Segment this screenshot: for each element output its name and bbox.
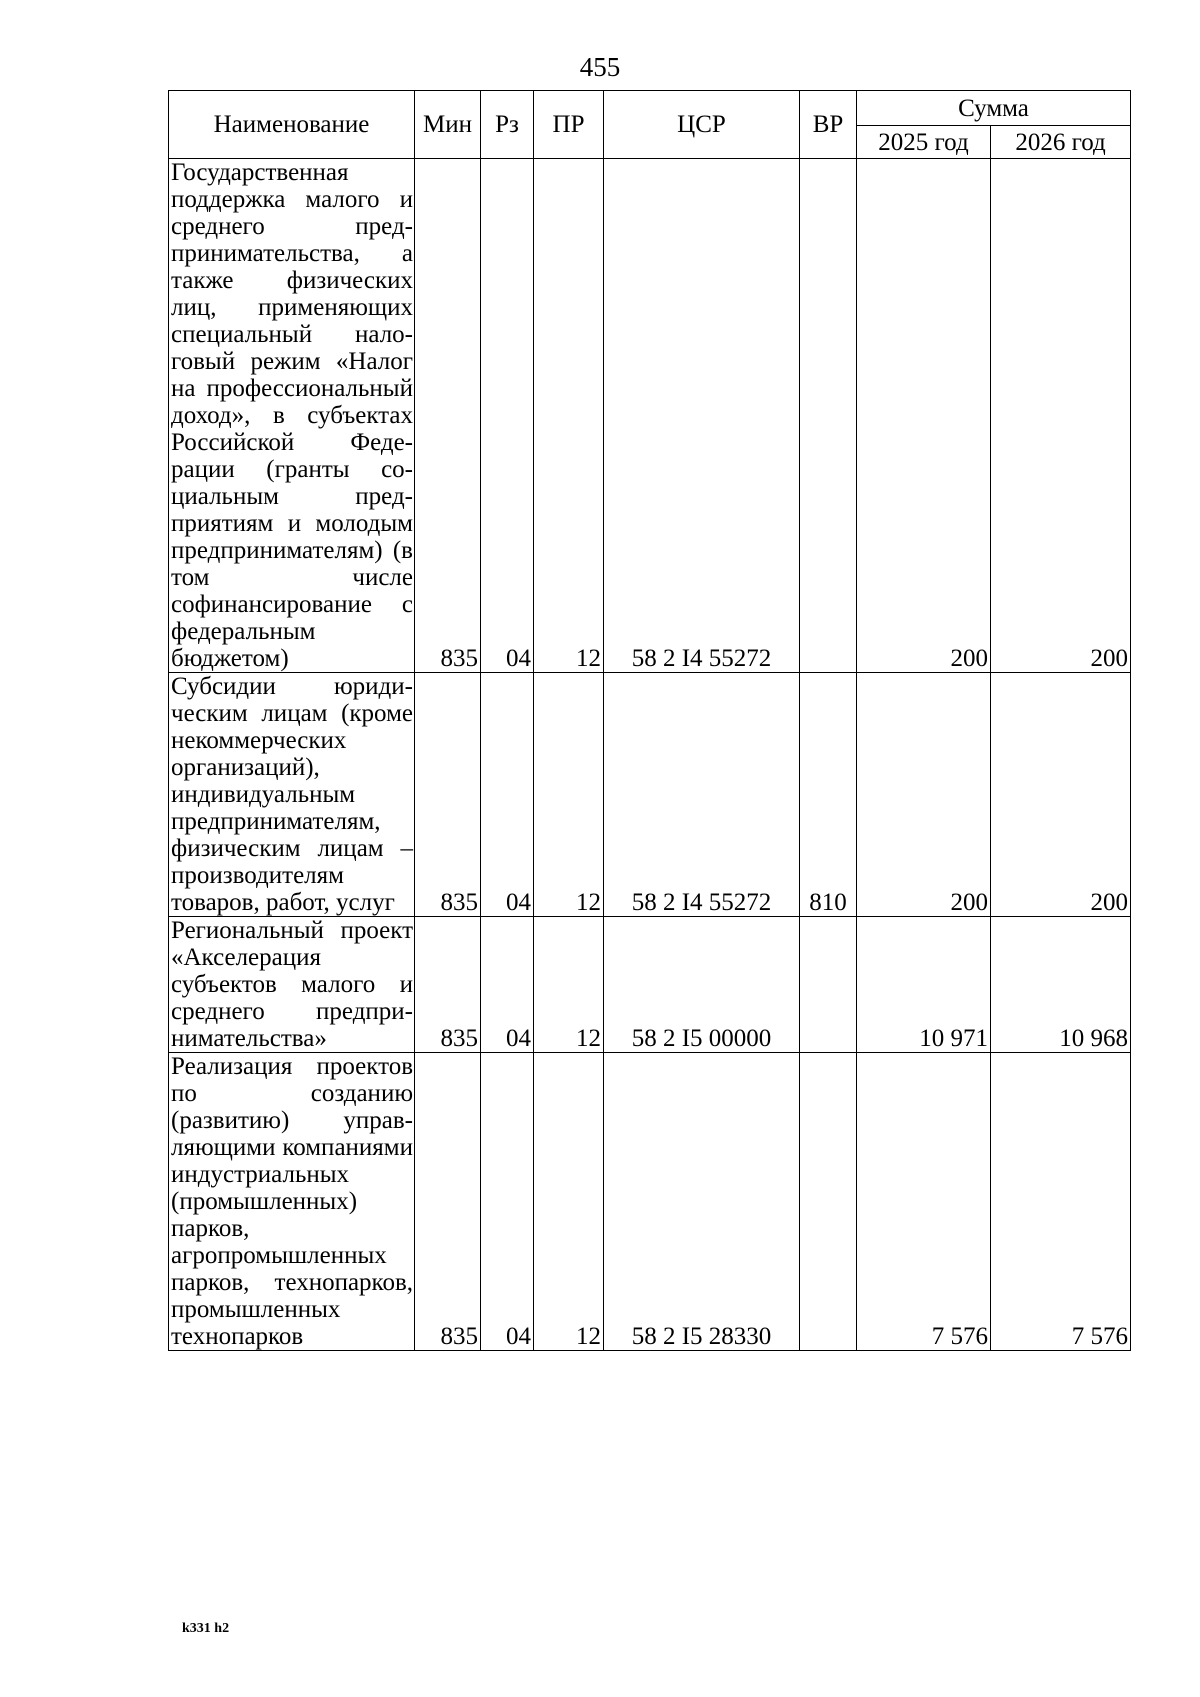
- cell-sum-2026: 200: [991, 159, 1131, 673]
- cell-pr: 12: [534, 159, 604, 673]
- cell-rz: 04: [481, 1053, 534, 1351]
- cell-sum-2025: 7 576: [857, 1053, 991, 1351]
- cell-sum-2026: 200: [991, 673, 1131, 917]
- header-min: Мин: [415, 91, 481, 159]
- cell-name: Государственная поддержка малого и среднего предпринимательства, а также физических лиц, применяющих специальный налоговый режим «Налог на профессиональный доход», в субъектах Российской Федерации (гранты социальным предприятиям и молодым предпринимателям) (в том числе софинансирование с федеральным бюджетом): [169, 159, 415, 673]
- cell-sum-2026: 7 576: [991, 1053, 1131, 1351]
- cell-pr: 12: [534, 673, 604, 917]
- cell-vr: [800, 1053, 857, 1351]
- cell-name: Реализация проектов по созданию (развитию) управляющими компаниями индустриальных (промышленных) парков, агропромышленных парков, технопарков, промышленных технопарков: [169, 1053, 415, 1351]
- cell-csr: 58 2 I5 28330: [604, 1053, 800, 1351]
- budget-table: [168, 90, 1131, 1351]
- header-vr: ВР: [800, 91, 857, 159]
- header-name: Наименование: [169, 91, 415, 159]
- cell-csr: 58 2 I5 00000: [604, 917, 800, 1053]
- header-csr: ЦСР: [604, 91, 800, 159]
- cell-sum-2025: 200: [857, 673, 991, 917]
- cell-rz: 04: [481, 159, 534, 673]
- header-pr: ПР: [534, 91, 604, 159]
- cell-min: 835: [415, 917, 481, 1053]
- cell-name: Субсидии юридическим лицам (кроме некоммерческих организаций), индивидуальным предпринимателям, физическим лицам – производителям товаров, работ, услуг: [169, 673, 415, 917]
- cell-vr: [800, 917, 857, 1053]
- cell-min: 835: [415, 1053, 481, 1351]
- cell-name: Региональный проект «Акселерация субъектов малого и среднего предпринимательства»: [169, 917, 415, 1053]
- page-number: 455: [579, 52, 621, 82]
- cell-pr: 12: [534, 1053, 604, 1351]
- cell-min: 835: [415, 159, 481, 673]
- cell-pr: 12: [534, 917, 604, 1053]
- cell-rz: 04: [481, 917, 534, 1053]
- footer-code: k331 h2: [182, 1621, 230, 1636]
- table-row: [169, 673, 1131, 917]
- cell-sum-2025: 10 971: [857, 917, 991, 1053]
- cell-vr: [800, 159, 857, 673]
- header-sum: Сумма: [857, 91, 1131, 126]
- cell-min: 835: [415, 673, 481, 917]
- table-row: [169, 1053, 1131, 1351]
- cell-vr: 810: [800, 673, 857, 917]
- table-header-row: [169, 91, 1131, 126]
- table-row: [169, 917, 1131, 1053]
- cell-sum-2026: 10 968: [991, 917, 1131, 1053]
- header-year-2025: 2025 год: [857, 126, 991, 159]
- cell-csr: 58 2 I4 55272: [604, 159, 800, 673]
- header-year-2026: 2026 год: [991, 126, 1131, 159]
- cell-sum-2025: 200: [857, 159, 991, 673]
- cell-csr: 58 2 I4 55272: [604, 673, 800, 917]
- header-rz: Рз: [481, 91, 534, 159]
- cell-rz: 04: [481, 673, 534, 917]
- table-row: [169, 159, 1131, 673]
